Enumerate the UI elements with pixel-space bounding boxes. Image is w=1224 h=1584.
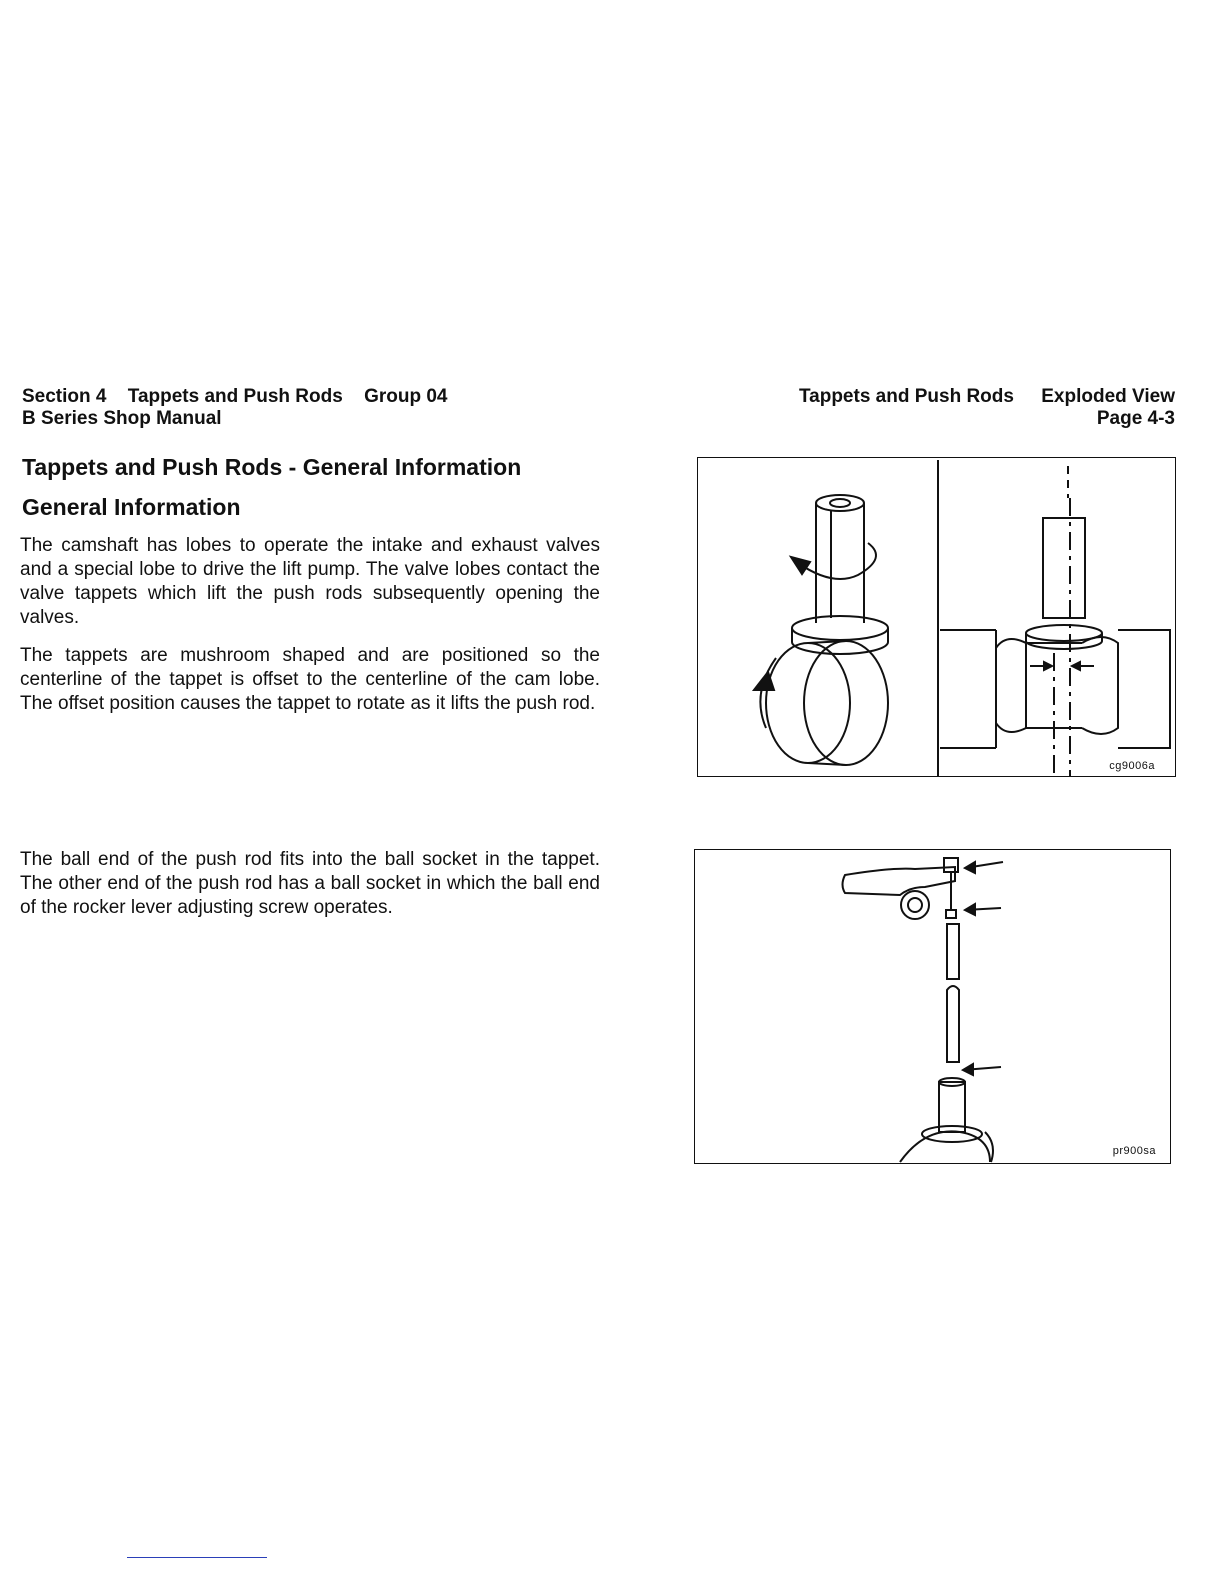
group-label: Group 04 [364, 386, 448, 407]
page-number: Page 4-3 [1096, 408, 1175, 429]
paragraph-tappets: The tappets are mushroom shaped and are positioned so the centerline of the tappet is offset to the centerline of the cam lobe. The offset position causes the tappet to rotate as it lifts the push rod. [20, 645, 600, 714]
page-header-right [740, 386, 1175, 430]
figure-tappet-offset [697, 457, 1176, 777]
paragraph-push-rod: The ball end of the push rod fits into the ball socket in the tappet. The other end of the push rod has a ball socket in which the ball end of the rocker lever adjusting screw operates. [20, 849, 600, 918]
header-view: Exploded View [1041, 386, 1175, 407]
section-subtitle: General Information [22, 494, 241, 520]
tappet-offset-diagram-icon [698, 458, 1175, 776]
figure-code: pr900sa [1112, 1145, 1156, 1157]
figure-code: cg9006a [1109, 760, 1155, 772]
page-title: Tappets and Push Rods - General Information [22, 454, 522, 480]
section-topic: Tappets and Push Rods [127, 386, 343, 407]
page-header-left [22, 386, 447, 430]
footer-link-rule [127, 1557, 267, 1558]
push-rod-exploded-diagram-icon [695, 850, 1170, 1163]
paragraph-camshaft: The camshaft has lobes to operate the intake and exhaust valves and a special lobe to drive the lift pump. The valve lobes contact the valve tappets which lift the push rods subsequently opening the valves. [20, 535, 600, 628]
header-topic: Tappets and Push Rods [798, 386, 1014, 407]
manual-name: B Series Shop Manual [22, 408, 222, 429]
figure-push-rod-exploded [694, 849, 1171, 1164]
section-label: Section 4 [22, 386, 107, 407]
